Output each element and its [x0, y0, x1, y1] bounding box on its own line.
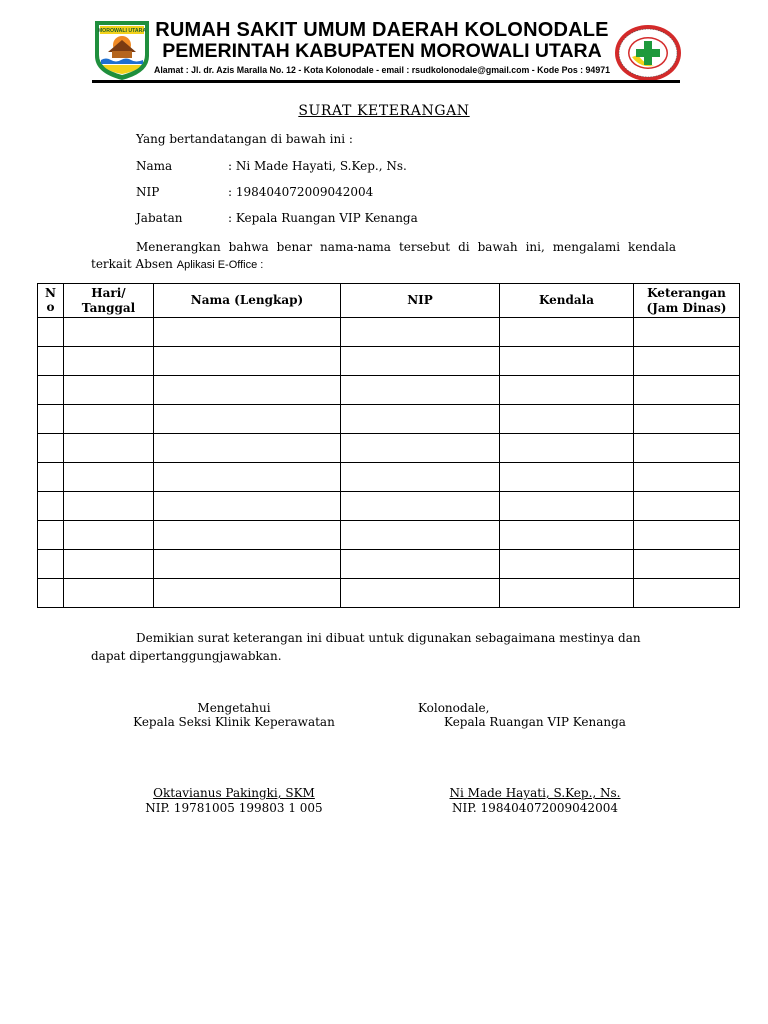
- cell-name: [154, 376, 341, 405]
- cell-name: [154, 434, 341, 463]
- cell-date: [64, 405, 154, 434]
- signature-right-place: Kolonodale,: [418, 701, 490, 715]
- table-row: [38, 347, 740, 376]
- table-body: [38, 318, 740, 608]
- letterhead-rule: [92, 80, 680, 83]
- table-row: [38, 521, 740, 550]
- hospital-emblem-icon: [614, 24, 682, 82]
- cell-note: [634, 492, 740, 521]
- cell-date: [64, 318, 154, 347]
- cell-date: [64, 376, 154, 405]
- cell-issue: [500, 347, 634, 376]
- hospital-address: Alamat : Jl. dr. Azis Maralla No. 12 - Kota Kolonodale - email : rsudkolonodale@gmail.com - Kode Pos : 94971: [153, 65, 611, 75]
- table-row: [38, 318, 740, 347]
- cell-note: [634, 550, 740, 579]
- header-note-label: Keterangan (Jam Dinas): [646, 285, 727, 315]
- cell-name: [154, 405, 341, 434]
- closing-line-2: dapat dipertanggungjawabkan.: [91, 649, 282, 663]
- cell-name: [154, 521, 341, 550]
- table-row: [38, 579, 740, 608]
- cell-date: [64, 463, 154, 492]
- cell-name: [154, 318, 341, 347]
- cell-note: [634, 579, 740, 608]
- header-issue-label: Kendala: [538, 293, 595, 307]
- cell-date: [64, 521, 154, 550]
- header-cell-date: [64, 284, 154, 318]
- statement-line-2: [91, 256, 263, 273]
- cell-note: [634, 347, 740, 376]
- cell-nip: [341, 492, 500, 521]
- cell-issue: [500, 376, 634, 405]
- signature-right-nip: NIP. 198404072009042004: [452, 801, 618, 815]
- header-cell-nip: [341, 284, 500, 318]
- cell-nip: [341, 347, 500, 376]
- cell-nip: [341, 405, 500, 434]
- cell-issue: [500, 434, 634, 463]
- header-cell-no: [38, 284, 64, 318]
- table-row: [38, 405, 740, 434]
- field-label-position: Jabatan: [136, 211, 183, 225]
- cell-issue: [500, 521, 634, 550]
- cell-note: [634, 405, 740, 434]
- cell-no: [38, 492, 64, 521]
- cell-nip: [341, 579, 500, 608]
- field-value-position: : Kepala Ruangan VIP Kenanga: [228, 211, 418, 225]
- header-name-label: Nama (Lengkap): [190, 293, 304, 307]
- cell-name: [154, 463, 341, 492]
- signature-right-name: Ni Made Hayati, S.Kep., Ns.: [449, 786, 621, 800]
- signature-right-role: Kepala Ruangan VIP Kenanga: [444, 715, 626, 729]
- absence-table: [37, 283, 740, 608]
- cell-no: [38, 521, 64, 550]
- cell-note: [634, 376, 740, 405]
- cell-no: [38, 434, 64, 463]
- statement-line-2-start: terkait Absen: [91, 257, 173, 271]
- cell-nip: [341, 550, 500, 579]
- header-date-label: Hari/ Tanggal: [81, 285, 136, 315]
- cell-nip: [341, 434, 500, 463]
- cell-no: [38, 347, 64, 376]
- cell-date: [64, 579, 154, 608]
- hospital-name: RUMAH SAKIT UMUM DAERAH KOLONODALE: [155, 19, 609, 41]
- signature-left-role: Kepala Seksi Klinik Keperawatan: [133, 715, 335, 729]
- cell-nip: [341, 463, 500, 492]
- cell-note: [634, 318, 740, 347]
- cell-issue: [500, 550, 634, 579]
- field-label-nip: NIP: [136, 185, 160, 199]
- intro-text: Yang bertandatangan di bawah ini :: [136, 132, 353, 146]
- cell-date: [64, 550, 154, 579]
- cell-nip: [341, 318, 500, 347]
- government-name: PEMERINTAH KABUPATEN MOROWALI UTARA: [162, 40, 602, 62]
- table-row: [38, 434, 740, 463]
- cell-note: [634, 463, 740, 492]
- cell-no: [38, 579, 64, 608]
- cell-issue: [500, 405, 634, 434]
- header-cell-name: [154, 284, 341, 318]
- cell-nip: [341, 521, 500, 550]
- cell-no: [38, 405, 64, 434]
- field-value-name: : Ni Made Hayati, S.Kep., Ns.: [228, 159, 407, 173]
- signature-left-heading: Mengetahui: [197, 701, 271, 715]
- statement-line-2-end: Aplikasi E-Office :: [176, 259, 264, 271]
- cell-no: [38, 550, 64, 579]
- cell-date: [64, 347, 154, 376]
- signature-left-name: Oktavianus Pakingki, SKM: [153, 786, 315, 800]
- emblem-banner-text: MOROWALI UTARA: [97, 28, 147, 34]
- closing-line-1: Demikian surat keterangan ini dibuat untuk digunakan sebagaimana mestinya dan: [136, 631, 641, 645]
- cell-date: [64, 492, 154, 521]
- header-nip-label: NIP: [407, 293, 433, 307]
- table-row: [38, 463, 740, 492]
- cell-nip: [341, 376, 500, 405]
- statement-line-1: Menerangkan bahwa benar nama-nama tersebut di bawah ini, mengalami kendala: [136, 240, 676, 254]
- cell-note: [634, 434, 740, 463]
- table-row: [38, 492, 740, 521]
- cell-issue: [500, 463, 634, 492]
- cell-issue: [500, 492, 634, 521]
- cell-name: [154, 492, 341, 521]
- cell-issue: [500, 579, 634, 608]
- field-label-name: Nama: [136, 159, 173, 173]
- cell-no: [38, 318, 64, 347]
- cell-date: [64, 434, 154, 463]
- header-cell-issue: [500, 284, 634, 318]
- cell-no: [38, 463, 64, 492]
- cell-name: [154, 579, 341, 608]
- document-title: SURAT KETERANGAN: [298, 103, 470, 119]
- cell-issue: [500, 318, 634, 347]
- field-value-nip: : 198404072009042004: [228, 185, 374, 199]
- table-row: [38, 376, 740, 405]
- cell-note: [634, 521, 740, 550]
- cell-name: [154, 347, 341, 376]
- table-header-row: [38, 284, 740, 318]
- cell-no: [38, 376, 64, 405]
- signature-left-nip: NIP. 19781005 199803 1 005: [145, 801, 323, 815]
- header-cell-note: [634, 284, 740, 318]
- cell-name: [154, 550, 341, 579]
- header-no-label: No: [45, 286, 56, 314]
- table-row: [38, 550, 740, 579]
